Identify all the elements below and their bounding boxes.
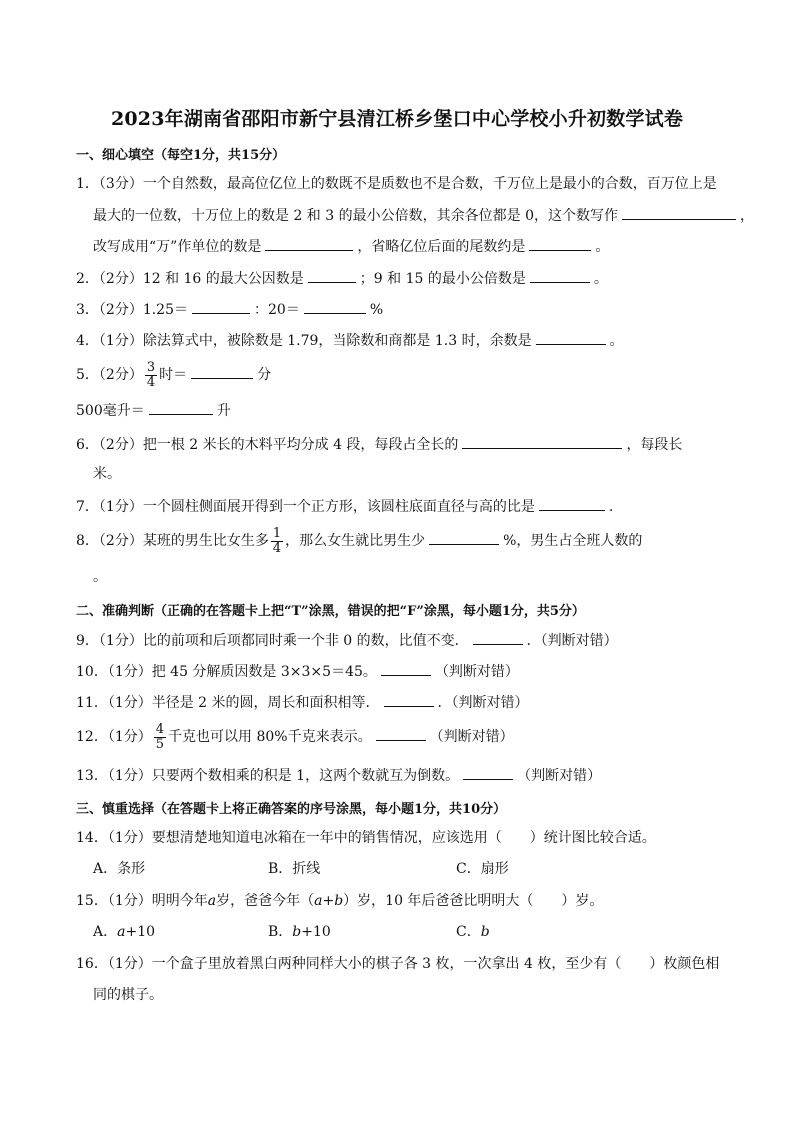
question-7: 7．（1分）一个圆柱侧面展开得到一个正方形，该圆柱底面直径与高的比是 . — [76, 496, 726, 517]
question-5: 5．（2分） $\frac{3}{4}$ 时＝ 分 — [76, 359, 272, 390]
question-8-line-2: 。 — [93, 569, 107, 585]
question-6-line-2: 米。 — [93, 466, 121, 482]
option-c[interactable]: C．b — [456, 924, 490, 940]
option-b[interactable]: B．折线 — [268, 861, 321, 877]
question-3: 3．（2分）1.25＝ ：20＝ % — [76, 299, 726, 320]
section-true-false: 二、准确判断（正确的在答题卡上把“T”涂黑，错误的把“F”涂黑，每小题1分，共5分） — [76, 604, 585, 619]
question-11: 11．（1分）半径是 2 米的圆，周长和面积相等． ．（判断对错） — [76, 692, 726, 713]
question-13: 13．（1分）只要两个数相乘的积是 1，这两个数就互为倒数。 （判断对错） — [76, 765, 726, 786]
section-multiple-choice: 三、慎重选择（在答题卡上将正确答案的序号涂黑，每小题1分，共10分） — [76, 802, 507, 817]
answer-blank[interactable] — [529, 236, 591, 251]
answer-blank[interactable] — [384, 692, 434, 707]
answer-blank[interactable] — [462, 434, 622, 449]
answer-blank[interactable] — [381, 661, 431, 676]
question-8: 8．（2分）某班的男生比女生多 $\frac{1}{4}$ ，那么女生就比男生少 %，男生占全班人数的 — [76, 525, 643, 556]
question-2: 2．（2分）12 和 16 的最大公因数是 ；9 和 15 的最小公倍数是 。 — [76, 268, 726, 289]
option-c[interactable]: C．扇形 — [456, 861, 509, 877]
answer-blank[interactable] — [191, 364, 253, 379]
question-1: 1．（3分）一个自然数，最高位亿位上的数既不是质数也不是合数，千万位上是最小的合数，百万位上是 — [76, 176, 717, 192]
answer-blank[interactable] — [376, 726, 426, 741]
section-fill-in: 一、细心填空（每空1分，共15分） — [76, 148, 286, 163]
answer-blank[interactable] — [265, 236, 353, 251]
answer-blank[interactable] — [536, 330, 606, 345]
question-16: 16．（1分）一个盒子里放着黑白两种同样大小的棋子各 3 枚，一次拿出 4 枚，至少有（ ）枚颜色相 — [76, 956, 720, 972]
answer-blank[interactable] — [473, 630, 523, 645]
question-12: 12．（1分） $\frac{4}{5}$ 千克也可以用 80%千克来表示。 （判断对错） — [76, 721, 514, 752]
option-a[interactable]: A．a+10 — [93, 924, 156, 940]
fraction: $\frac{3}{4}$ — [146, 359, 156, 390]
option-a[interactable]: A．条形 — [93, 861, 146, 877]
answer-blank[interactable] — [304, 299, 366, 314]
exam-title: 2023年湖南省邵阳市新宁县清江桥乡堡口中心学校小升初数学试卷 — [110, 108, 684, 130]
answer-blank[interactable] — [149, 400, 213, 415]
answer-blank[interactable] — [308, 268, 356, 283]
question-5-line-2: 500毫升＝ 升 — [76, 400, 726, 421]
question-9: 9．（1分）比的前项和后项都同时乘一个非 0 的数，比值不变． ．（判断对错） — [76, 630, 726, 651]
question-4: 4．（1分）除法算式中，被除数是 1.79，当除数和商都是 1.3 时，余数是 。 — [76, 330, 726, 351]
option-b[interactable]: B．b+10 — [268, 924, 331, 940]
fraction: $\frac{4}{5}$ — [155, 721, 165, 752]
question-1-line-3: 改写成用“万”作单位的数是 ，省略亿位后面的尾数约是 。 — [93, 236, 609, 257]
question-15: 15．（1分）明明今年a岁，爸爸今年（a+b）岁，10 年后爸爸比明明大（ ）岁。 — [76, 893, 604, 909]
question-6: 6．（2分）把一根 2 米长的木料平均分成 4 段，每段占全长的 ，每段长 — [76, 434, 726, 455]
answer-blank[interactable] — [192, 299, 250, 314]
answer-blank[interactable] — [463, 765, 513, 780]
question-1-line-2: 最大的一位数，十万位上的数是 2 和 3 的最小公倍数，其余各位都是 0，这个数写作 ， — [93, 205, 754, 226]
question-16-line-2: 同的棋子。 — [93, 987, 163, 1003]
answer-blank[interactable] — [429, 530, 499, 545]
question-10: 10．（1分）把 45 分解质因数是 3×3×5＝45。 （判断对错） — [76, 661, 726, 682]
fraction: $\frac{1}{4}$ — [272, 525, 282, 556]
question-14: 14．（1分）要想清楚地知道电冰箱在一年中的销售情况，应该选用（ ）统计图比较合适。 — [76, 830, 656, 846]
answer-blank[interactable] — [530, 268, 590, 283]
answer-blank[interactable] — [539, 496, 605, 511]
answer-blank[interactable] — [622, 205, 736, 220]
